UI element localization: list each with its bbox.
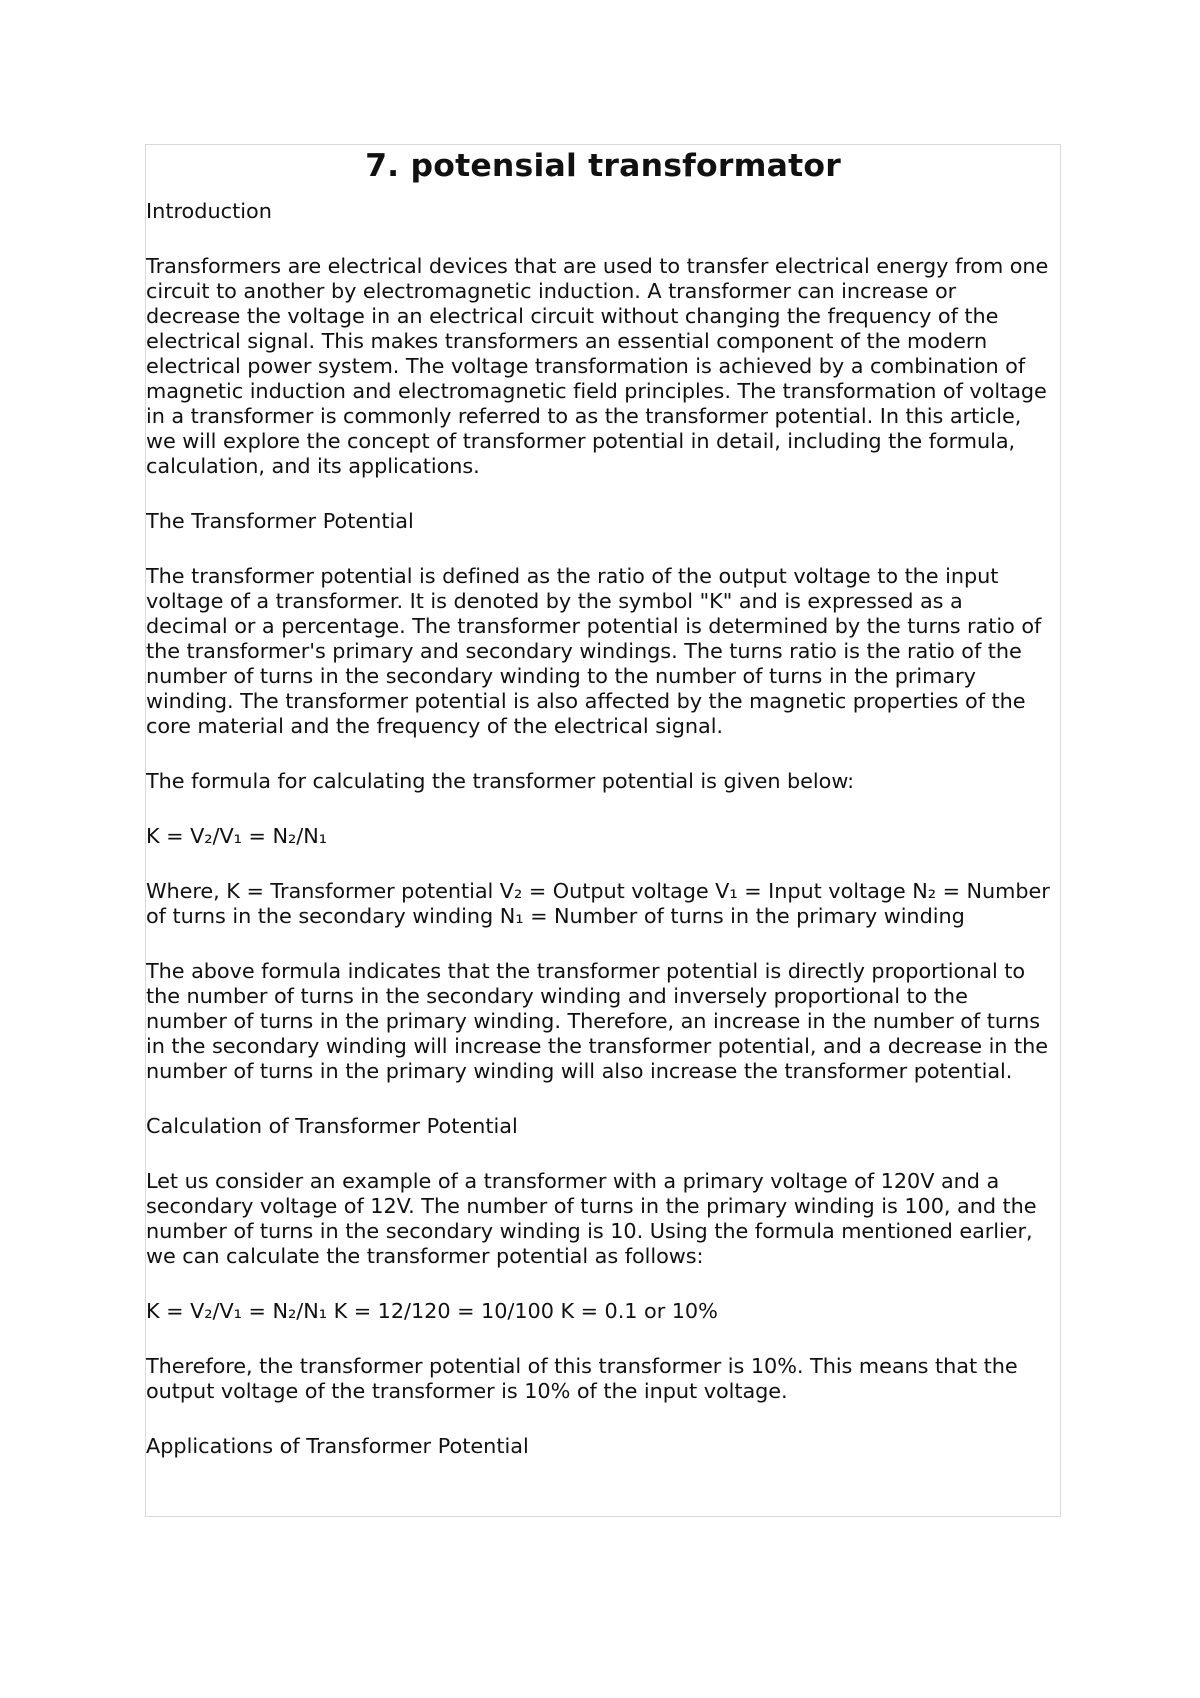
document-title: 7. potensial transformator: [365, 148, 841, 184]
formula-line: K = V₂/V₁ = N₂/N₁: [146, 824, 328, 848]
paragraph-formula-intro: The formula for calculating the transformer potential is given below:: [146, 769, 855, 793]
section-heading-calculation: Calculation of Transformer Potential: [146, 1114, 518, 1138]
paragraph-where-definitions: Where, K = Transformer potential V₂ = Output voltage V₁ = Input voltage N₂ = Number of turns in the secondary winding N₁ = Number of turns in the primary winding: [146, 879, 1050, 928]
paragraph-result: Therefore, the transformer potential of this transformer is 10%. This means that the output voltage of the transformer is 10% of the input voltage.: [146, 1354, 1018, 1403]
calculation-formula-line: K = V₂/V₁ = N₂/N₁ K = 12/120 = 10/100 K = 0.1 or 10%: [146, 1299, 718, 1323]
document-body: [146, 199, 1060, 1459]
paragraph-transformer-potential: The transformer potential is defined as the ratio of the output voltage to the input voltage of a transformer. It is denoted by the symbol "K" and is expressed as a decimal or a percentage. The transformer potential is determined by the turns ratio of the transformer's primary and secondary windings. The turns ratio is the ratio of the number of turns in the secondary winding to the number of turns in the primary winding. The transformer potential is also affected by the magnetic properties of the core material and the frequency of the electrical signal.: [146, 564, 1042, 738]
section-heading-introduction: Introduction: [146, 199, 272, 223]
section-heading-applications: Applications of Transformer Potential: [146, 1434, 529, 1458]
document-frame: [145, 144, 1061, 1517]
section-heading-transformer-potential: The Transformer Potential: [146, 509, 414, 533]
paragraph-calculation-example: Let us consider an example of a transformer with a primary voltage of 120V and a secondary voltage of 12V. The number of turns in the primary winding is 100, and the number of turns in the secondary winding is 10. Using the formula mentioned earlier, we can calculate the transformer potential as follows:: [146, 1169, 1037, 1268]
paragraph-proportionality: The above formula indicates that the transformer potential is directly proportional to the number of turns in the secondary winding and inversely proportional to the number of turns in the primary winding. Therefore, an increase in the number of turns in the secondary winding will increase the transformer potential, and a decrease in the number of turns in the primary winding will also increase the transformer potential.: [146, 959, 1048, 1083]
paragraph-introduction: Transformers are electrical devices that are used to transfer electrical energy from one circuit to another by electromagnetic induction. A transformer can increase or decrease the voltage in an electrical circuit without changing the frequency of the electrical signal. This makes transformers an essential component of the modern electrical power system. The voltage transformation is achieved by a combination of magnetic induction and electromagnetic field principles. The transformation of voltage in a transformer is commonly referred to as the transformer potential. In this article, we will explore the concept of transformer potential in detail, including the formula, calculation, and its applications.: [146, 254, 1049, 478]
